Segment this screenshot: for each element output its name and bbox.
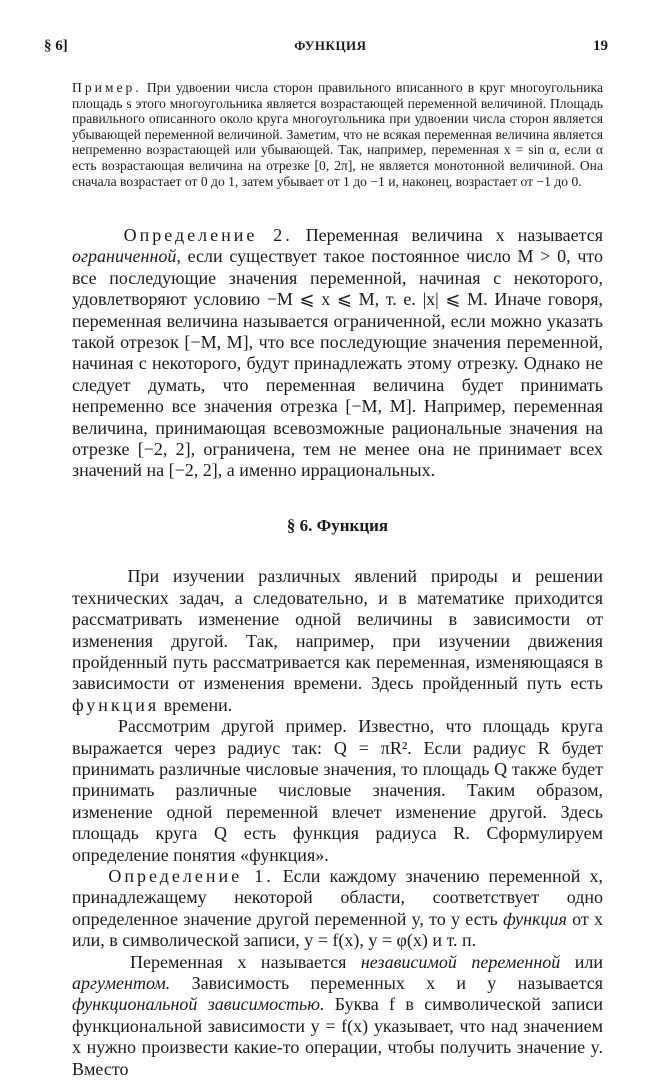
paragraph-3-text-c: Зависимость переменных x и y называется xyxy=(191,973,603,993)
definition-2-text-b: если существует такое постоянное число M > 0, что все последующие значения переменной, начиная с некоторого, удовлетворяют условию −M ⩽ x ⩽ M, т. е. |x| ⩽ M. Иначе говоря, переменная величина называется ограниченной, если можно указать такой отрезок [−M, M], что все последующие значения переменной, начиная с некоторого, будут принадлежать этому отрезку. Однако не следует думать, что переменная величина будет принимать непременно все значения отрезка [−M, M]. Например, переменная величина, принимающая всевозможные рациональные значения на отрезке [−2, 2], ограничена, тем не менее она не принимает всех значений на [−2, 2], а именно иррациональных. xyxy=(72,246,604,481)
running-header xyxy=(44,38,608,55)
section-heading: § 6. Функция xyxy=(286,515,389,535)
definition-1-lead: Определение 1. xyxy=(108,865,274,886)
paragraph-2-text: Рассмотрим другой пример. Известно, что площадь круга выражается через радиус так: Q = πR². Если радиус R будет принимать различные числовые значения, то площадь Q также будет принимать различные числовые значения. Таким образом, изменение одной переменной влечет изменение другой. Здесь площадь круга Q есть функция радиуса R. Сформулируем определение понятия «функция». xyxy=(72,716,603,865)
paragraph-1 xyxy=(72,566,603,716)
paragraph-3 xyxy=(72,952,603,1080)
running-title: ФУНКЦИЯ xyxy=(294,38,367,53)
example-block xyxy=(72,80,603,189)
paragraph-1-text-a: При изучении различных явлений природы и решении технических задач, а следовательно, и в математике приходится рассматривать изменение одной величины в зависимости от изменения другой. Так, например, при изучении движения пройденный путь рассматривается как переменная, изменяющаяся в зависимости от изменения времени. Здесь пройденный путь есть xyxy=(72,566,603,694)
definition-1-text-b: от x или, в символической записи, y = f(x), y = φ(x) и т. п. xyxy=(72,908,603,951)
example-paragraph xyxy=(72,80,603,189)
paragraph-3-text-a: Переменная x называется xyxy=(130,951,347,972)
paragraph-1-text-b: времени. xyxy=(163,694,233,715)
example-lead: Пример. xyxy=(72,80,142,95)
paragraph-3-term-1: независимой переменной xyxy=(360,951,561,972)
example-text: При удвоении числа сторон правильного вписанного в круг многоугольника площадь s этого многоугольника является возрастающей переменной величиной. Площадь правильного описанного около круга многоугольника при удвоении числа сторон является убывающей переменной величиной. Заметим, что не всякая переменная величина является непременно возрастающей или убывающей. Так, например, переменная x = sin α, если α есть возрастающая величина на отрезке [0, 2π], не является монотонной величиной. Она сначала возрастает от 0 до 1, затем убывает от 1 до −1 и, наконец, возрастает от −1 до 0. xyxy=(72,80,603,189)
paragraph-3-term-2: аргументом. xyxy=(72,973,171,993)
paragraph-2 xyxy=(72,716,603,866)
paragraph-3-text-b: или xyxy=(574,951,604,972)
paragraph-3-text-d: Буква f в символической записи функциональной зависимости y = f(x) указывает, что над значением x нужно произвести какие-то операции, чтобы получить значение y. Вместо xyxy=(72,994,603,1079)
definition-1-term: функция xyxy=(503,908,567,929)
page-number: 19 xyxy=(593,38,608,54)
definition-2-lead: Определение 2. xyxy=(123,225,293,245)
paragraph-3-term-3: функциональной зависимостью. xyxy=(72,994,325,1015)
main-text xyxy=(72,225,603,1080)
definition-2-term: ограниченной, xyxy=(72,246,181,267)
paragraph-1-term: функция xyxy=(72,694,160,715)
section-reference: § 6] xyxy=(44,38,68,54)
definition-2-text-a: Переменная величина x называется xyxy=(305,225,604,245)
definition-2-paragraph xyxy=(72,225,603,482)
definition-1-text-a: Если каждому значению переменной x, принадлежащему некоторой области, соответствует одно определенное значение другой переменной y, то y есть xyxy=(72,865,603,929)
definition-1-paragraph xyxy=(72,866,603,952)
